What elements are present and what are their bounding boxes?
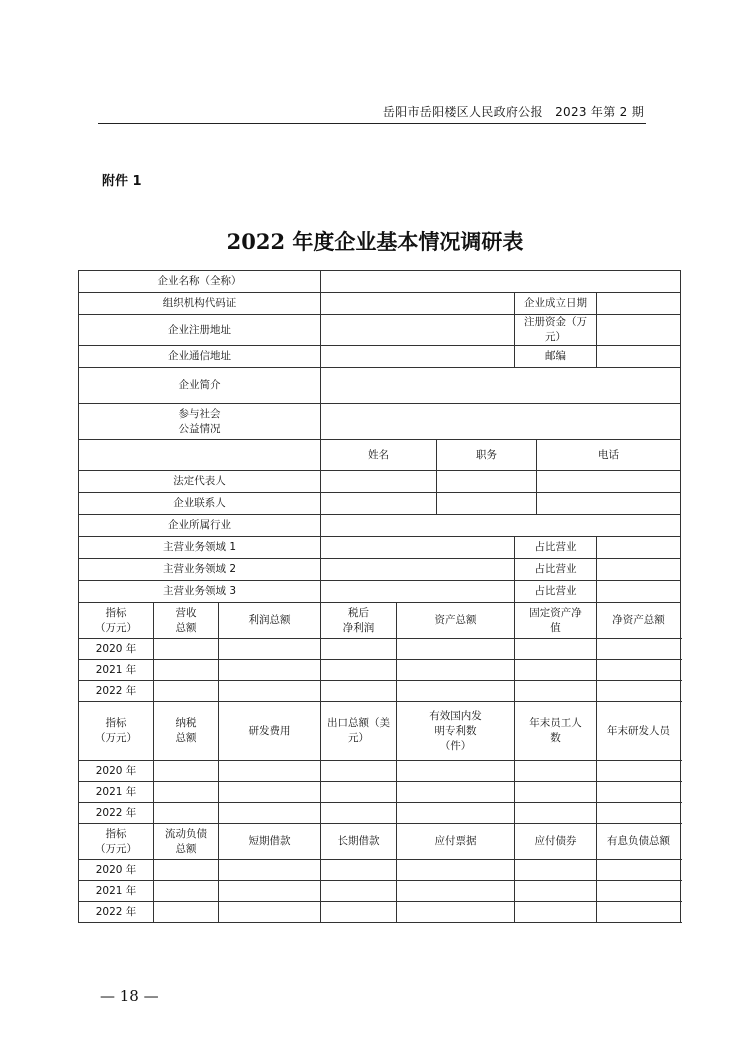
field-reg-capital[interactable]: [597, 315, 681, 346]
form-title: 2022 年度企业基本情况调研表: [226, 229, 524, 254]
data-cell[interactable]: [515, 782, 597, 803]
col-header: 长期借款: [321, 824, 397, 860]
data-cell[interactable]: [397, 681, 515, 702]
label-org-code: 组织机构代码证: [79, 293, 321, 315]
data-cell[interactable]: [597, 902, 681, 923]
field-business-1[interactable]: [321, 537, 515, 559]
col-header: 年末研发人员: [597, 702, 681, 761]
field-contact-phone[interactable]: [537, 493, 681, 515]
col-header-line: 税后: [348, 606, 370, 619]
data-cell[interactable]: [397, 902, 515, 923]
data-cell[interactable]: [219, 782, 321, 803]
col-header: [397, 702, 515, 761]
data-cell[interactable]: [321, 761, 397, 782]
metrics-label-line1: 指标: [105, 827, 127, 840]
data-cell[interactable]: [154, 660, 219, 681]
label-company-name: 企业名称（全称）: [79, 271, 321, 293]
data-cell[interactable]: [397, 639, 515, 660]
header-position: 职务: [437, 440, 537, 471]
data-cell[interactable]: [397, 761, 515, 782]
page-number: — 18 —: [100, 987, 159, 1005]
year-label: 2022 年: [79, 902, 154, 923]
label-reg-address: 企业注册地址: [79, 315, 321, 346]
field-company-name[interactable]: [321, 271, 681, 293]
metrics-label-line2: （万元）: [95, 732, 137, 744]
col-header: 有息负债总额: [597, 824, 681, 860]
label-mail-address: 企业通信地址: [79, 346, 321, 368]
year-label: 2020 年: [79, 761, 154, 782]
data-cell[interactable]: [515, 860, 597, 881]
field-legal-rep-phone[interactable]: [537, 471, 681, 493]
col-header-line: 明专利数: [434, 724, 477, 737]
data-cell[interactable]: [321, 681, 397, 702]
col-header-line: 营收: [175, 606, 197, 619]
data-cell[interactable]: [397, 881, 515, 902]
data-cell[interactable]: [219, 761, 321, 782]
field-mail-address[interactable]: [321, 346, 515, 368]
col-header-line: 数: [550, 732, 561, 744]
header-phone: 电话: [537, 440, 681, 471]
field-business-2[interactable]: [321, 559, 515, 581]
data-cell[interactable]: [397, 660, 515, 681]
label-postcode: 邮编: [515, 346, 597, 368]
year-label: 2020 年: [79, 639, 154, 660]
metrics-label-line2: （万元）: [95, 621, 137, 634]
label-share-1: 占比营业: [515, 537, 597, 559]
data-cell[interactable]: [397, 803, 515, 824]
col-header: [154, 702, 219, 761]
data-cell[interactable]: [154, 860, 219, 881]
label-industry: 企业所属行业: [79, 515, 321, 537]
label-intro: 企业简介: [79, 368, 321, 404]
data-cell[interactable]: [219, 881, 321, 902]
data-cell[interactable]: [219, 660, 321, 681]
data-cell[interactable]: [321, 639, 397, 660]
field-reg-address[interactable]: [321, 315, 515, 346]
year-label: 2021 年: [79, 660, 154, 681]
col-header-line: （件）: [439, 739, 472, 752]
data-cell[interactable]: [515, 660, 597, 681]
field-postcode[interactable]: [597, 346, 681, 368]
metrics-label: [79, 824, 154, 860]
col-header: 资产总额: [397, 603, 515, 639]
label-business-2: 主营业务领域 2: [79, 559, 321, 581]
data-cell[interactable]: [597, 761, 681, 782]
field-share-1[interactable]: [597, 537, 681, 559]
col-header-line: 纳税: [175, 717, 197, 729]
data-cell[interactable]: [321, 782, 397, 803]
data-cell[interactable]: [154, 761, 219, 782]
year-label: 2022 年: [79, 803, 154, 824]
data-cell[interactable]: [154, 881, 219, 902]
field-org-code[interactable]: [321, 293, 515, 315]
col-header-line: 总额: [175, 842, 197, 855]
col-header-line: 固定资产净: [529, 606, 582, 619]
col-header: 短期借款: [219, 824, 321, 860]
label-social-line2: 公益情况: [178, 422, 221, 435]
data-cell[interactable]: [597, 803, 681, 824]
col-header: [154, 824, 219, 860]
field-established[interactable]: [597, 293, 681, 315]
label-social-line1: 参与社会: [178, 407, 221, 420]
label-business-3: 主营业务领域 3: [79, 581, 321, 603]
col-header: [154, 603, 219, 639]
data-cell[interactable]: [154, 902, 219, 923]
field-share-3[interactable]: [597, 581, 681, 603]
label-reg-capital: 注册资金（万元）: [515, 315, 597, 346]
data-cell[interactable]: [597, 660, 681, 681]
col-header: [321, 603, 397, 639]
data-cell[interactable]: [219, 902, 321, 923]
field-intro[interactable]: [321, 368, 681, 404]
col-header-line: 值: [550, 621, 561, 634]
data-cell[interactable]: [515, 639, 597, 660]
data-cell[interactable]: [397, 782, 515, 803]
field-legal-rep-position[interactable]: [437, 471, 537, 493]
header-rule: [98, 123, 646, 124]
data-cell[interactable]: [597, 681, 681, 702]
data-cell[interactable]: [321, 660, 397, 681]
field-contact-position[interactable]: [437, 493, 537, 515]
col-header: 研发费用: [219, 702, 321, 761]
label-business-1: 主营业务领域 1: [79, 537, 321, 559]
label-social: [79, 404, 321, 440]
label-share-3: 占比营业: [515, 581, 597, 603]
field-social[interactable]: [321, 404, 681, 440]
col-header: [515, 603, 597, 639]
year-label: 2021 年: [79, 881, 154, 902]
label-established: 企业成立日期: [515, 293, 597, 315]
year-label: 2020 年: [79, 860, 154, 881]
metrics-label: [79, 603, 154, 639]
col-header-line: 有效国内发: [429, 709, 482, 722]
data-cell[interactable]: [515, 761, 597, 782]
field-contact-name[interactable]: [321, 493, 437, 515]
data-cell[interactable]: [154, 803, 219, 824]
data-cell[interactable]: [597, 782, 681, 803]
label-contact-person: 企业联系人: [79, 493, 321, 515]
label-legal-rep: 法定代表人: [79, 471, 321, 493]
survey-form-table: [78, 270, 680, 923]
data-cell[interactable]: [321, 860, 397, 881]
data-cell[interactable]: [321, 881, 397, 902]
col-header-line: 出口总额（美: [327, 717, 391, 729]
data-cell[interactable]: [219, 639, 321, 660]
data-cell[interactable]: [515, 803, 597, 824]
field-business-3[interactable]: [321, 581, 515, 603]
field-legal-rep-name[interactable]: [321, 471, 437, 493]
metrics-label-line1: 指标: [105, 717, 127, 729]
data-cell[interactable]: [597, 639, 681, 660]
col-header-line: 元）: [348, 732, 370, 744]
field-share-2[interactable]: [597, 559, 681, 581]
data-cell[interactable]: [515, 881, 597, 902]
col-header: [321, 702, 397, 761]
data-cell[interactable]: [321, 902, 397, 923]
year-label: 2022 年: [79, 681, 154, 702]
data-cell[interactable]: [219, 860, 321, 881]
label-share-2: 占比营业: [515, 559, 597, 581]
data-cell[interactable]: [219, 681, 321, 702]
data-cell[interactable]: [597, 881, 681, 902]
col-header: 利润总额: [219, 603, 321, 639]
metrics-label: [79, 702, 154, 761]
data-cell[interactable]: [597, 860, 681, 881]
data-cell[interactable]: [515, 902, 597, 923]
metrics-label-line1: 指标: [105, 606, 127, 619]
col-header-line: 总额: [175, 621, 197, 634]
data-cell[interactable]: [219, 803, 321, 824]
data-cell[interactable]: [515, 681, 597, 702]
year-label: 2021 年: [79, 782, 154, 803]
data-cell[interactable]: [321, 803, 397, 824]
col-header: 应付债券: [515, 824, 597, 860]
col-header: 净资产总额: [597, 603, 681, 639]
col-header: 应付票据: [397, 824, 515, 860]
data-cell[interactable]: [397, 860, 515, 881]
field-industry[interactable]: [321, 515, 681, 537]
col-header: [515, 702, 597, 761]
data-cell[interactable]: [154, 782, 219, 803]
attachment-label: 附件 1: [102, 174, 142, 189]
data-cell[interactable]: [154, 639, 219, 660]
data-cell[interactable]: [154, 681, 219, 702]
col-header-line: 总额: [175, 732, 197, 744]
metrics-label-line2: （万元）: [95, 842, 137, 855]
col-header-line: 净利润: [342, 621, 375, 634]
header-name: 姓名: [321, 440, 437, 471]
running-head: 岳阳市岳阳楼区人民政府公报 2023 年第 2 期: [382, 105, 644, 119]
col-header-line: 流动负债: [165, 827, 207, 840]
contact-header-blank: [79, 440, 321, 471]
col-header-line: 年末员工人: [529, 717, 582, 729]
